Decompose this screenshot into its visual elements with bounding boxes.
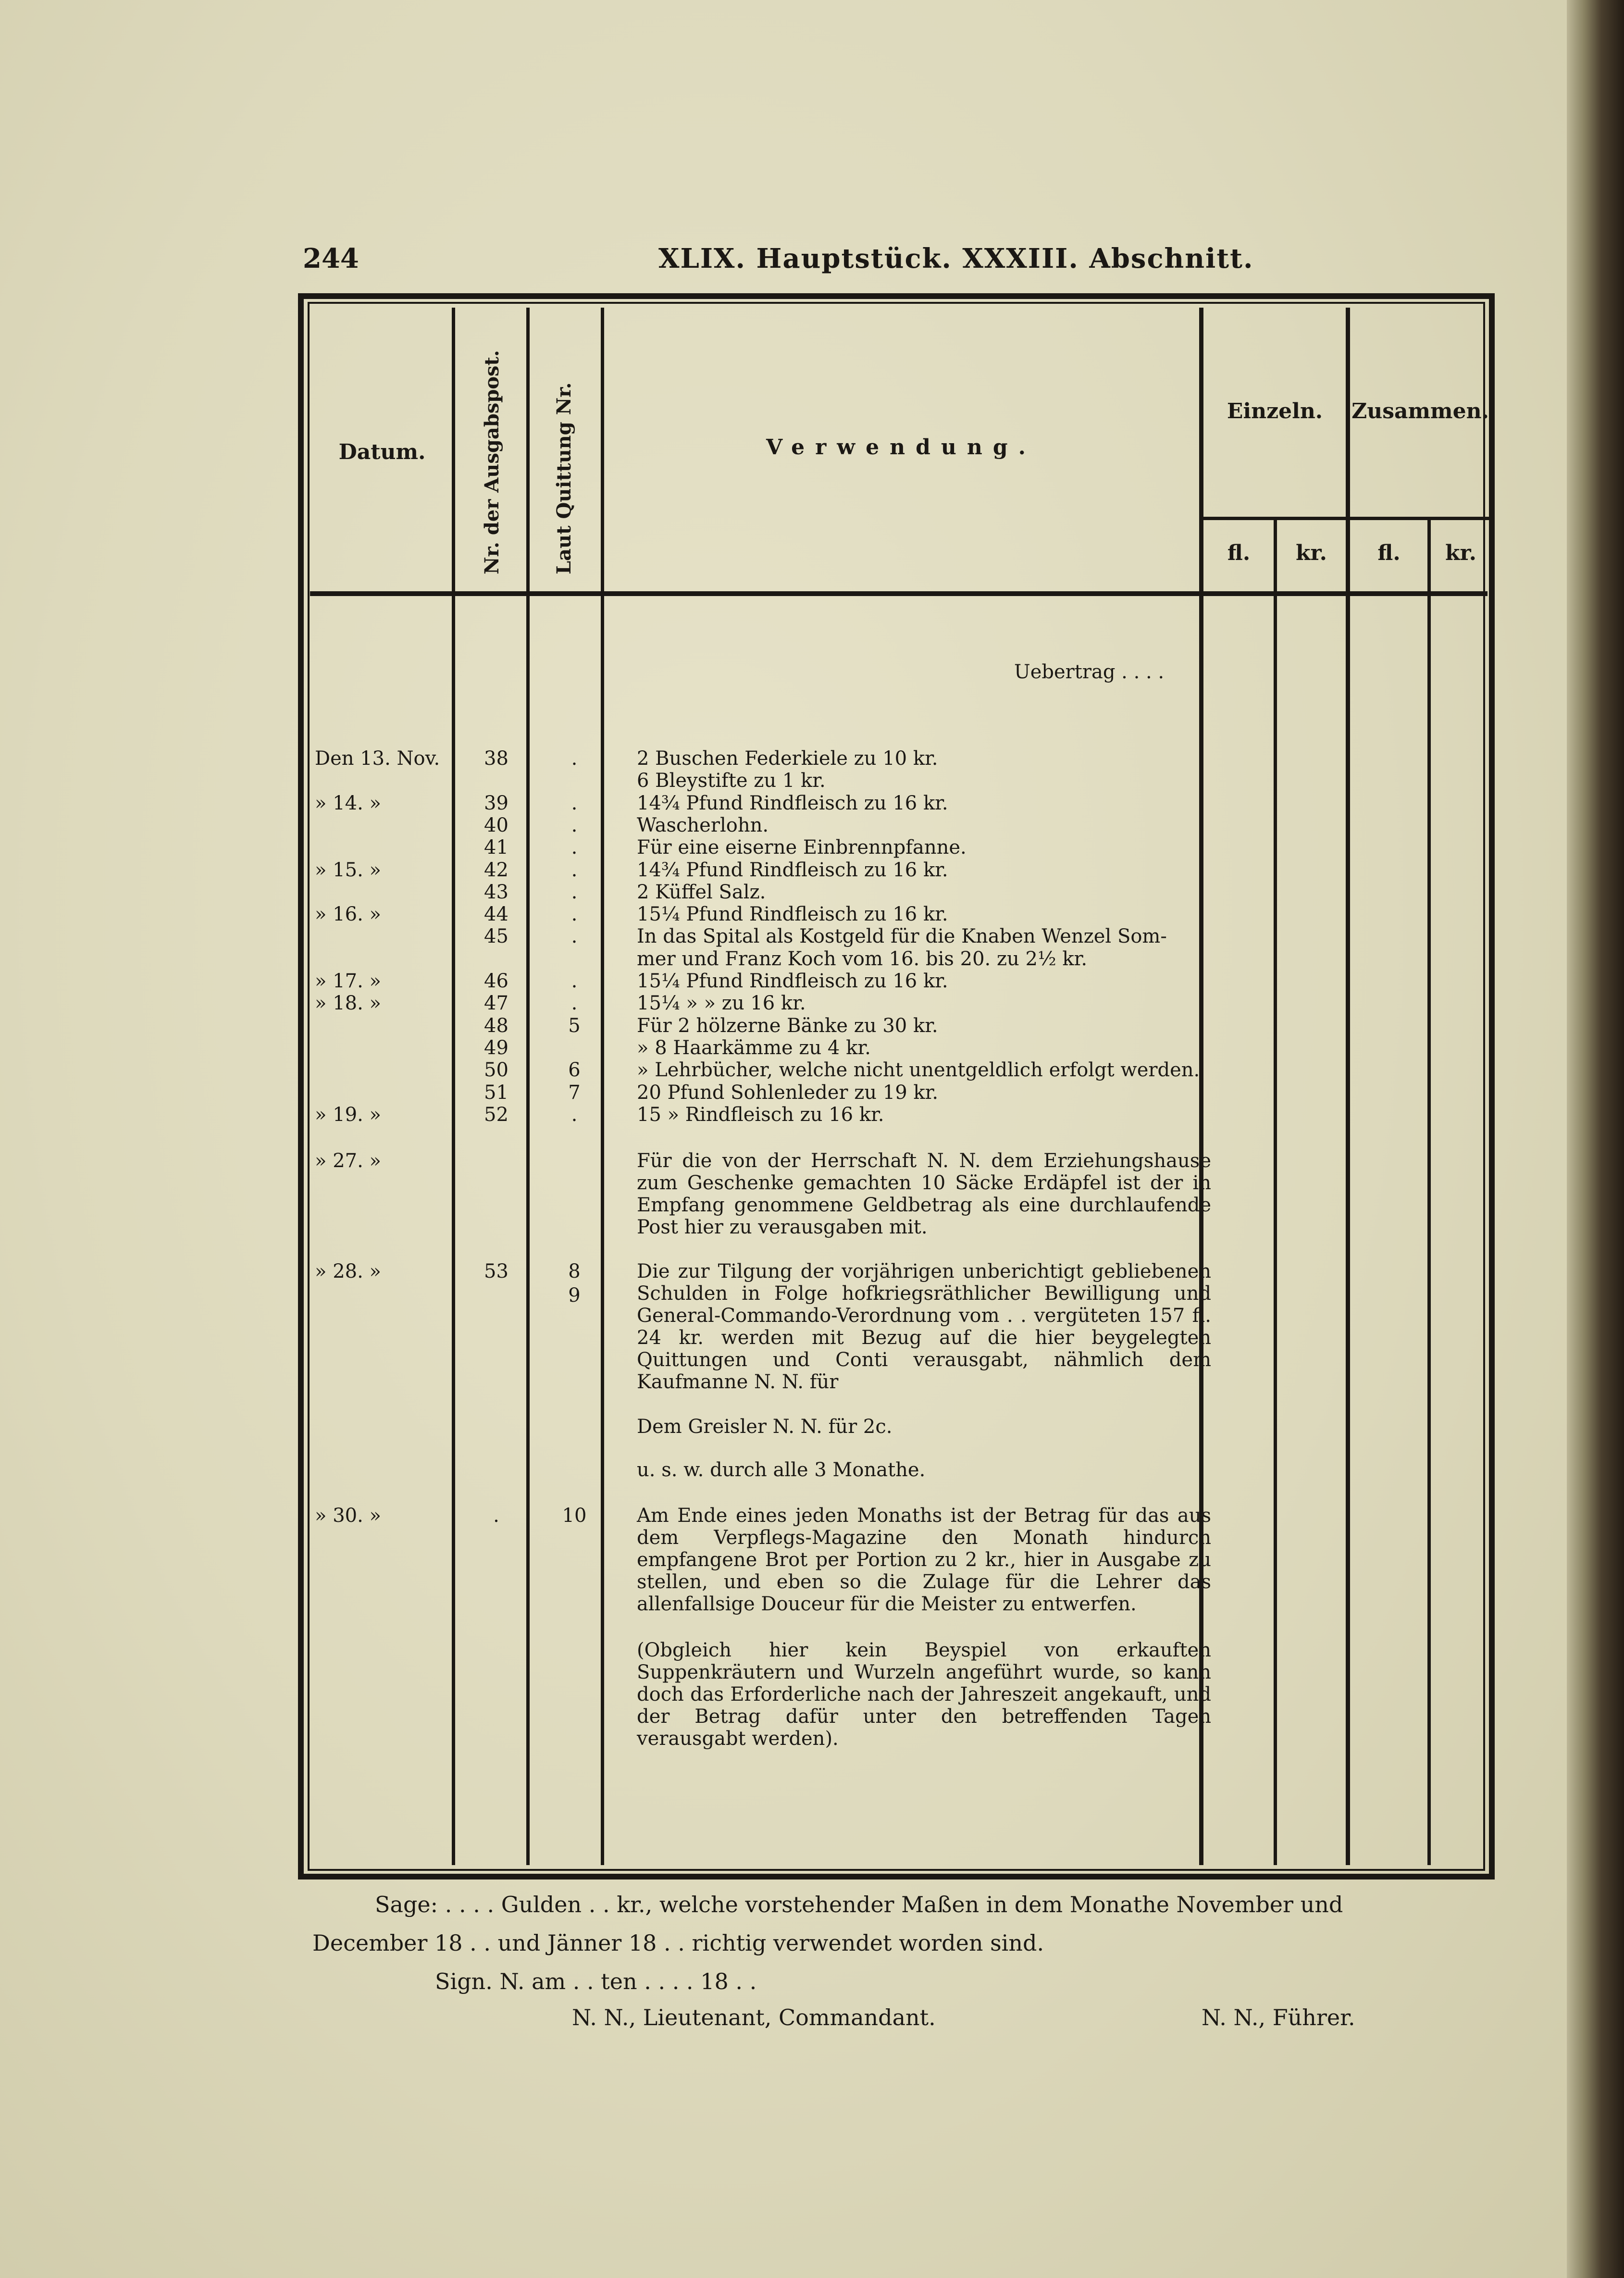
entry-number: 42 bbox=[484, 859, 508, 881]
entry-text: » Lehrbücher, welche nicht unentgeldlich erfolgt werden. bbox=[637, 1059, 1200, 1081]
entry-text: Die zur Tilgung der vorjährigen unberichtigt gebliebenen Schulden in Folge hofkriegsräthlicher Bewilligung und General-Commando-Verordnung vom . . vergüteten 157 fl. 24 kr. werden mit Bezug auf die hier beygelegten Quittungen und Conti verausgabt, nähmlich dem Kaufmanne N. N. für bbox=[637, 1260, 1211, 1393]
column-rule bbox=[1346, 308, 1350, 1865]
entry-date: » 14. » bbox=[315, 792, 381, 814]
entry-date: » 28. » bbox=[315, 1260, 381, 1282]
entry-date: » 27. » bbox=[315, 1150, 381, 1172]
entry-note: (Obgleich hier kein Beyspiel von erkauften Suppenkräutern und Wurzeln angeführt wurde, so kann doch das Erforderliche nach der Jahreszeit angekauft, und der Betrag dafür unter den betreffenden Tagen verausgabt werden). bbox=[637, 1639, 1211, 1750]
entry-text: Am Ende eines jeden Monaths ist der Betrag für das aus dem Verpflegs-Magazine den Monath hindurch empfangene Brot per Portion zu 2 kr., hier in Ausgabe zu stellen, und eben so die Zulage für die Lehrer das allenfallsige Douceur für die Meister zu entwerfen. bbox=[637, 1505, 1211, 1615]
entry-text: 2 Küffel Salz. bbox=[637, 881, 766, 903]
column-rule bbox=[452, 308, 455, 1865]
book-gutter bbox=[1567, 0, 1624, 2278]
entry-text: Für eine eiserne Einbrennpfanne. bbox=[637, 836, 967, 859]
entry-number: 50 bbox=[484, 1059, 508, 1081]
column-header-datum: Datum. bbox=[338, 440, 426, 464]
entry-text: 14¾ Pfund Rindfleisch zu 16 kr. bbox=[637, 792, 948, 814]
entry-text: 20 Pfund Sohlenleder zu 19 kr. bbox=[637, 1082, 939, 1104]
receipt-number: . bbox=[571, 903, 578, 925]
entry-number: 52 bbox=[484, 1104, 508, 1126]
receipt-number: . bbox=[571, 792, 578, 814]
page-number: 244 bbox=[303, 243, 359, 274]
entry-number: 39 bbox=[484, 792, 508, 814]
receipt-number: . bbox=[571, 1104, 578, 1126]
column-header-fl: fl. bbox=[1227, 541, 1251, 565]
receipt-number: 5 bbox=[568, 1015, 581, 1037]
entry-number: 38 bbox=[484, 747, 508, 770]
entry-text: mer und Franz Koch vom 16. bis 20. zu 2½ kr. bbox=[637, 948, 1088, 970]
header-rule bbox=[310, 591, 1488, 596]
entry-text: u. s. w. durch alle 3 Monathe. bbox=[637, 1459, 926, 1481]
entry-number: 40 bbox=[484, 814, 508, 836]
entry-number: 49 bbox=[484, 1037, 508, 1059]
receipt-number: 8 bbox=[568, 1260, 581, 1282]
entry-text: 15¼ Pfund Rindfleisch zu 16 kr. bbox=[637, 903, 948, 925]
entry-text: 14¾ Pfund Rindfleisch zu 16 kr. bbox=[637, 859, 948, 881]
entry-number: 43 bbox=[484, 881, 508, 903]
subheader-rule bbox=[1199, 517, 1492, 520]
entry-date: » 18. » bbox=[315, 992, 381, 1014]
footer-signature-date: Sign. N. am . . ten . . . . 18 . . bbox=[435, 1968, 757, 1994]
column-header-kr: kr. bbox=[1445, 541, 1476, 565]
entry-number: 44 bbox=[484, 903, 508, 925]
entry-date: » 15. » bbox=[315, 859, 381, 881]
entry-number: . bbox=[493, 1505, 499, 1527]
column-rule bbox=[526, 308, 530, 1865]
entry-text: 15 » Rindfleisch zu 16 kr. bbox=[637, 1104, 884, 1126]
entry-date: » 19. » bbox=[315, 1104, 381, 1126]
entry-text: 15¼ » » zu 16 kr. bbox=[637, 992, 806, 1014]
entry-text: 2 Buschen Federkiele zu 10 kr. bbox=[637, 747, 938, 770]
receipt-number: . bbox=[571, 836, 578, 859]
receipt-number: 10 bbox=[562, 1505, 587, 1527]
column-header-zusammen: Zusammen. bbox=[1351, 399, 1489, 423]
entry-text: Dem Greisler N. N. für 2c. bbox=[637, 1416, 893, 1438]
column-rule bbox=[1427, 519, 1431, 1865]
entry-text: 6 Bleystifte zu 1 kr. bbox=[637, 770, 826, 792]
entry-number: 45 bbox=[484, 925, 508, 947]
column-header-einzeln: Einzeln. bbox=[1227, 399, 1323, 423]
running-title: XLIX. Hauptstück. XXXIII. Abschnitt. bbox=[658, 243, 1254, 274]
entry-date: Den 13. Nov. bbox=[315, 747, 440, 770]
entry-date: » 30. » bbox=[315, 1505, 381, 1527]
footer-signature-commandant: N. N., Lieutenant, Commandant. bbox=[572, 2004, 936, 2030]
receipt-number: 6 bbox=[568, 1059, 581, 1081]
receipt-number: . bbox=[571, 970, 578, 992]
column-rule bbox=[601, 308, 604, 1865]
entry-text: In das Spital als Kostgeld für die Knaben Wenzel Som- bbox=[637, 925, 1167, 947]
entry-text: Für die von der Herrschaft N. N. dem Erziehungshause zum Geschenke gemachten 10 Säcke Erdäpfel ist der in Empfang genommene Geldbetrag als eine durchlaufende Post hier zu verausgaben mit. bbox=[637, 1150, 1211, 1238]
entry-number: 53 bbox=[484, 1260, 508, 1282]
receipt-number: . bbox=[571, 881, 578, 903]
column-header-nr: Nr. der Ausgabspost. bbox=[481, 350, 503, 574]
footer-signature-fuehrer: N. N., Führer. bbox=[1202, 2004, 1355, 2030]
receipt-number: . bbox=[571, 859, 578, 881]
entry-number: 48 bbox=[484, 1015, 508, 1037]
entry-text: 15¼ Pfund Rindfleisch zu 16 kr. bbox=[637, 970, 948, 992]
entry-date: » 17. » bbox=[315, 970, 381, 992]
entry-number: 47 bbox=[484, 992, 508, 1014]
receipt-number: . bbox=[571, 925, 578, 947]
entry-number: 46 bbox=[484, 970, 508, 992]
entry-text: Wascherlohn. bbox=[637, 814, 769, 836]
entry-number: 41 bbox=[484, 836, 508, 859]
receipt-number: . bbox=[571, 992, 578, 1014]
column-header-fl: fl. bbox=[1377, 541, 1401, 565]
receipt-number: . bbox=[571, 814, 578, 836]
footer-line: December 18 . . und Jänner 18 . . richtig verwendet worden sind. bbox=[312, 1930, 1044, 1956]
entry-text: Für 2 hölzerne Bänke zu 30 kr. bbox=[637, 1015, 938, 1037]
entry-text: » 8 Haarkämme zu 4 kr. bbox=[637, 1037, 871, 1059]
column-header-verwendung: Verwendung. bbox=[766, 435, 1036, 460]
column-rule bbox=[1274, 519, 1277, 1865]
receipt-number: 7 bbox=[568, 1082, 581, 1104]
entry-date: » 16. » bbox=[315, 903, 381, 925]
receipt-number: . bbox=[571, 747, 578, 770]
carry-over-label: Uebertrag . . . . bbox=[1014, 661, 1165, 683]
entry-number: 51 bbox=[484, 1082, 508, 1104]
column-header-quittung: Laut Quittung Nr. bbox=[553, 382, 575, 574]
footer-line: Sage: . . . . Gulden . . kr., welche vorstehender Maßen in dem Monathe November und bbox=[375, 1892, 1343, 1917]
receipt-number: 9 bbox=[568, 1284, 581, 1307]
column-header-kr: kr. bbox=[1296, 541, 1327, 565]
